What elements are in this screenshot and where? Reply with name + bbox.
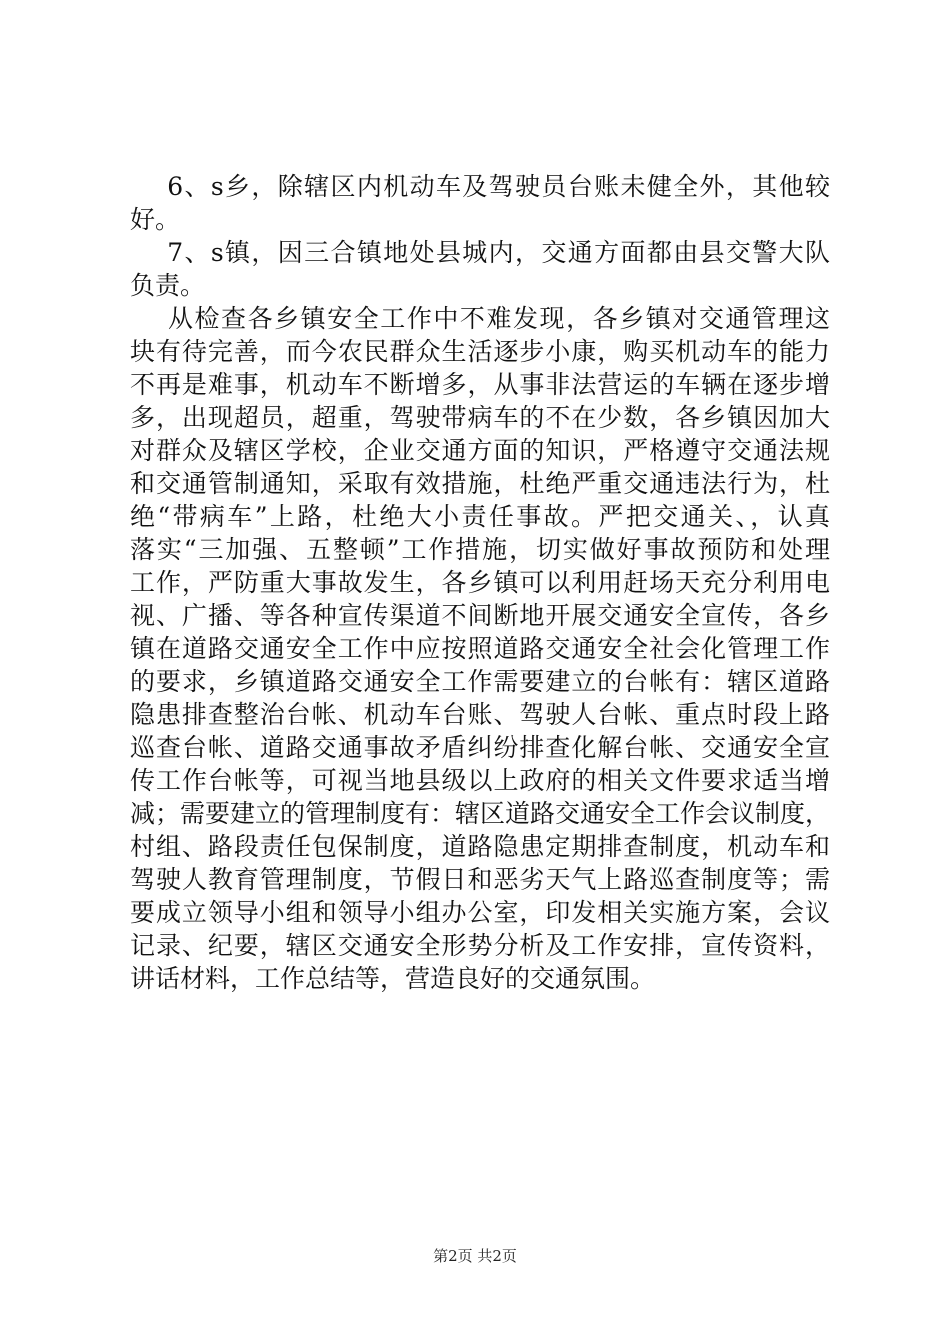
text-line: 好。: [130, 205, 181, 234]
text-line: 7、s镇，因三合镇地处县城内，交通方面都由县交警大队: [130, 238, 830, 267]
text-line: 讲话材料，工作总结等，营造良好的交通氛围。: [130, 964, 656, 993]
text-line: 和交通管制通知，采取有效措施，杜绝严重交通违法行为，杜: [130, 469, 830, 498]
text-line: 减；需要建立的管理制度有：辖区道路交通安全工作会议制度，: [130, 799, 831, 828]
document-body: [130, 170, 830, 995]
text-line: 镇在道路交通安全工作中应按照道路交通安全社会化管理工作: [130, 634, 830, 663]
text-line: 绝“带病车”上路，杜绝大小责任事故。严把交通关、，认真: [130, 502, 830, 531]
text-line: 6、s乡，除辖区内机动车及驾驶员台账未健全外，其他较: [130, 172, 830, 201]
text-line: 的要求，乡镇道路交通安全工作需要建立的台帐有：辖区道路: [130, 667, 830, 696]
text-line: 不再是难事，机动车不断增多，从事非法营运的车辆在逐步增: [130, 370, 830, 399]
text-line: 从检查各乡镇安全工作中不难发现，各乡镇对交通管理这: [130, 304, 830, 333]
text-line: 负责。: [130, 271, 206, 300]
text-line: 村组、路段责任包保制度，道路隐患定期排查制度，机动车和: [130, 832, 830, 861]
text-line: 视、广播、等各种宣传渠道不间断地开展交通安全宣传，各乡: [130, 601, 830, 630]
page-number-label: 第2页 共2页: [433, 1247, 517, 1265]
page-footer: [0, 1244, 950, 1268]
text-line: 要成立领导小组和领导小组办公室，印发相关实施方案，会议: [130, 898, 830, 927]
text-line: 工作，严防重大事故发生，各乡镇可以利用赶场天充分利用电: [130, 568, 830, 597]
text-line: 传工作台帐等，可视当地县级以上政府的相关文件要求适当增: [130, 766, 830, 795]
text-line: 多，出现超员，超重，驾驶带病车的不在少数，各乡镇因加大: [130, 403, 830, 432]
text-line: 驾驶人教育管理制度，节假日和恶劣天气上路巡查制度等；需: [130, 865, 830, 894]
text-line: 落实“三加强、五整顿”工作措施，切实做好事故预防和处理: [130, 535, 830, 564]
text-line: 巡查台帐、道路交通事故矛盾纠纷排查化解台帐、交通安全宣: [130, 733, 830, 762]
text-line: 隐患排查整治台帐、机动车台账、驾驶人台帐、重点时段上路: [130, 700, 830, 729]
text-line: 块有待完善，而今农民群众生活逐步小康，购买机动车的能力: [130, 337, 830, 366]
text-line: 对群众及辖区学校，企业交通方面的知识，严格遵守交通法规: [130, 436, 830, 465]
text-line: 记录、纪要，辖区交通安全形势分析及工作安排，宣传资料，: [130, 931, 830, 960]
